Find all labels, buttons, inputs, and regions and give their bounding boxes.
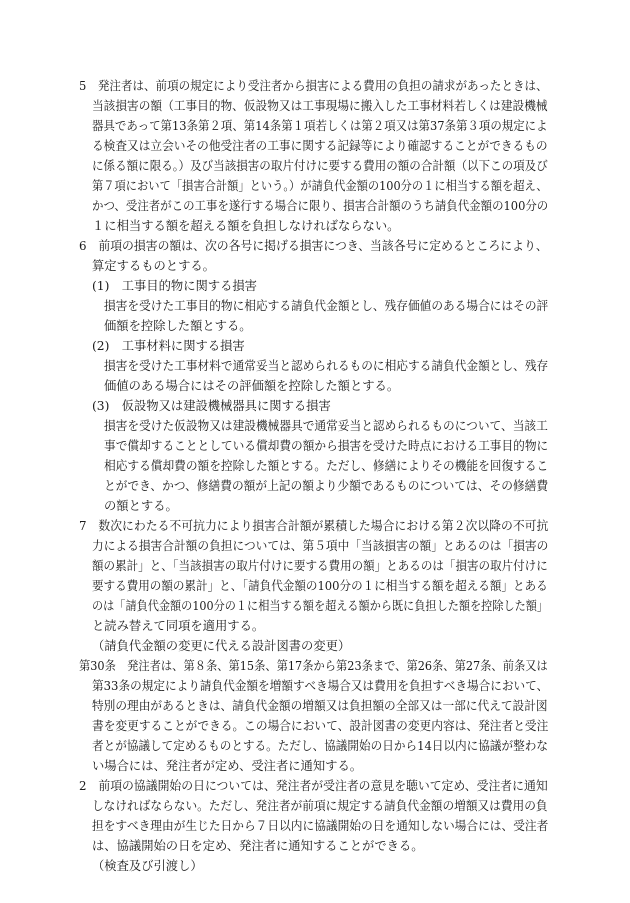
- text-line: しなければならない。ただし、発注者が前項に規定する請負代金額の増額又は費用の負: [92, 799, 548, 813]
- text-line: に係る額に限る。）及び当該損害の取片付けに要する費用の額の合計額（以下この項及び: [92, 159, 548, 173]
- text-line: 第７項において「損害合計額」という。）が請負代金額の100分の１に相当する額を超え、: [92, 179, 548, 193]
- text-line: 2 前項の協議開始の日については、発注者が受注者の意見を聴いて定め、受注者に通知: [79, 779, 548, 793]
- text-line: は、協議開始の日を定め、発注者に通知することができる。: [92, 839, 424, 853]
- text-line: る検査又は立会いその他受注者の工事に関する記録等により確認することができるもの: [92, 139, 548, 153]
- text-line: 価値のある場合にはその評価額を控除した額とする。: [104, 379, 400, 393]
- text-line: 第30条 発注者は、第８条、第15条、第17条から第23条まで、第26条、第27条、前条又は: [79, 659, 548, 673]
- text-line: 特別の理由があるときは、請負代金額の増額又は負担額の全部又は一部に代えて設計図: [92, 699, 548, 713]
- section-heading: （検査及び引渡し）: [92, 859, 203, 873]
- text-line: 損害を受けた工事材料で通常妥当と認められるものに相応する請負代金額とし、残存: [104, 359, 549, 373]
- text-line: い場合には、発注者が定め、受注者に通知する。: [92, 759, 363, 773]
- text-line: の額とする。: [104, 499, 178, 513]
- text-line: 力による損害合計額の負担については、第５項中「当該損害の額」とあるのは「損害の: [92, 539, 549, 553]
- text-line: (2) 工事材料に関する損害: [92, 339, 245, 353]
- text-line: 書を変更することができる。この場合において、設計図書の変更内容は、発注者と受注: [92, 719, 549, 733]
- text-line: 器具であって第13条第２項、第14条第１項若しくは第２項又は第37条第３項の規定によ: [92, 119, 548, 133]
- text-line: 損害を受けた工事目的物に相応する請負代金額とし、残存価値のある場合にはその評: [104, 299, 549, 313]
- text-line: 担をすべき理由が生じた日から７日以内に協議開始の日を通知しない場合には、受注者: [92, 819, 549, 833]
- text-line: 者とが協議して定めるものとする。ただし、協議開始の日から14日以内に協議が整わな: [92, 739, 548, 753]
- text-line: 相応する償却費の額を控除した額とする。ただし、修繕によりその機能を回復するこ: [104, 459, 549, 473]
- text-line: (1) 工事目的物に関する損害: [92, 279, 257, 293]
- text-line: のは「請負代金額の100分の１に相当する額を超える額から既に負担した額を控除した額」: [92, 599, 549, 613]
- text-line: 価額を控除した額とする。: [104, 319, 252, 333]
- text-line: １に相当する額を超える額を負担しなければならない。: [92, 219, 400, 233]
- text-line: 算定するものとする。: [92, 259, 215, 273]
- text-line: 6 前項の損害の額は、次の各号に掲げる損害につき、当該各号に定めるところにより、: [79, 239, 548, 253]
- text-line: 額の累計」と、「当該損害の取片付けに要する費用の額」とあるのは「損害の取片付けに: [92, 559, 548, 573]
- text-line: 当該損害の額（工事目的物、仮設物又は工事現場に搬入した工事材料若しくは建設機械: [92, 99, 548, 113]
- text-line: 損害を受けた仮設物又は建設機械器具で通常妥当と認められるものについて、当該工: [104, 419, 548, 433]
- text-line: 7 数次にわたる不可抗力により損害合計額が累積した場合における第２次以降の不可抗: [79, 519, 549, 533]
- text-line: 事で償却することとしている償却費の額から損害を受けた時点における工事目的物に: [104, 439, 549, 453]
- text-line: かつ、受注者がこの工事を遂行する場合に限り、損害合計額のうち請負代金額の100分の: [92, 199, 549, 213]
- text-line: (3) 仮設物又は建設機械器具に関する損害: [92, 399, 331, 413]
- section-heading: （請負代金額の変更に代える設計図書の変更）: [92, 639, 351, 653]
- text-line: 5 発注者は、前項の規定により受注者から損害による費用の負担の請求があったときは、: [79, 79, 548, 93]
- text-line: と読み替えて同項を適用する。: [92, 619, 265, 633]
- text-line: 要する費用の額の累計」と、「請負代金額の100分の１に相当する額を超える額」とある: [92, 579, 548, 593]
- text-line: 第33条の規定により請負代金額を増額すべき場合又は費用を負担すべき場合において、: [92, 679, 549, 693]
- text-line: とができ、かつ、修繕費の額が上記の額より少額であるものについては、その修繕費: [104, 479, 549, 493]
